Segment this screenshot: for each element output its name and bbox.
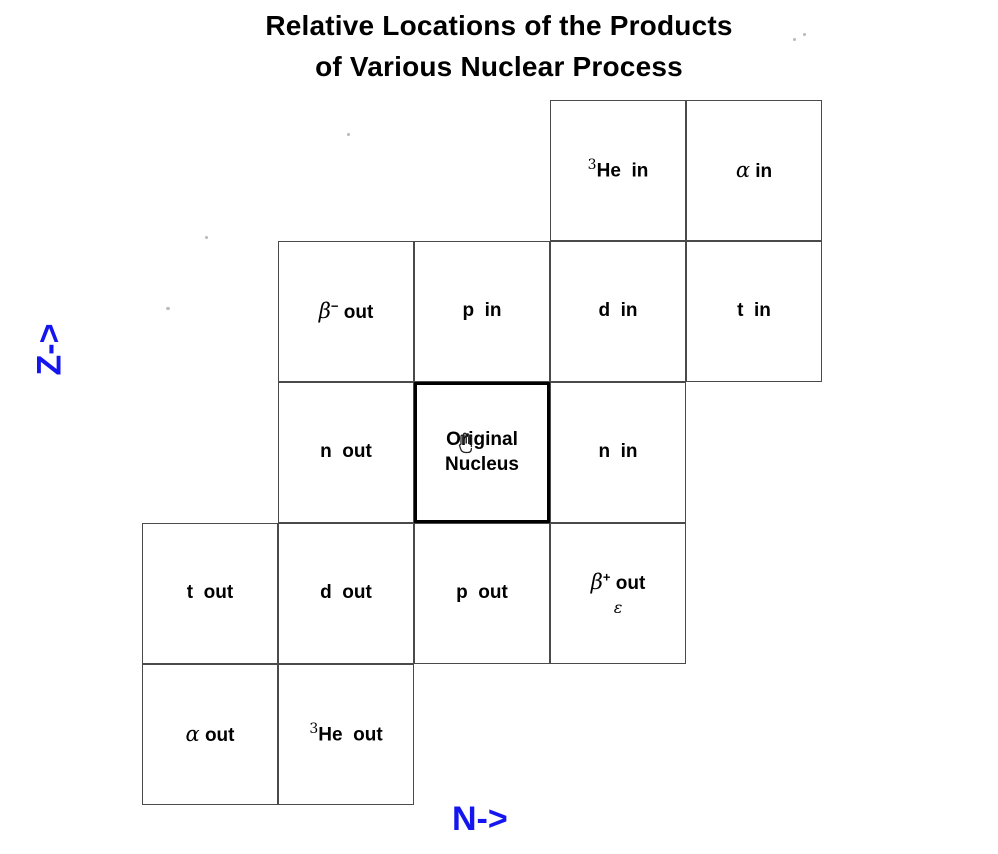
- grid-cell-label: Original Nucleus: [445, 429, 519, 475]
- grid-cell-n-out[interactable]: [278, 382, 414, 523]
- grid-cell-d-out[interactable]: [278, 523, 414, 664]
- grid-cell-beta-minus-out[interactable]: [278, 241, 414, 382]
- grid-cell-d-in[interactable]: [550, 241, 686, 382]
- grid-cell-label: n out: [320, 441, 372, 463]
- grid-cell-p-in[interactable]: [414, 241, 550, 382]
- grid-cell-label: β+ out ε: [590, 569, 646, 617]
- grid-cell-alpha-out[interactable]: [142, 664, 278, 805]
- title-line-2: of Various Nuclear Process: [315, 50, 683, 82]
- n-axis-label: N->: [452, 800, 508, 838]
- grid-cell-t-out[interactable]: [142, 523, 278, 664]
- grid-cell-label: $^3$He in: [587, 157, 649, 182]
- page-title: [0, 6, 998, 87]
- grid-cell-label: p out: [456, 582, 508, 604]
- grid-cell-alpha-in[interactable]: [686, 100, 822, 241]
- grid-cell-label: d out: [320, 582, 372, 604]
- title-line-1: Relative Locations of the Products: [265, 10, 733, 41]
- grid-cell-label: p in: [462, 300, 502, 322]
- grid-cell-p-out[interactable]: [414, 523, 550, 664]
- scan-speck: [793, 38, 796, 41]
- grid-cell-t-in[interactable]: [686, 241, 822, 382]
- grid-cell-label: d in: [598, 300, 638, 322]
- grid-cell-he3-in[interactable]: [550, 100, 686, 241]
- grid-cell-label: t out: [186, 582, 234, 604]
- grid-cell-n-in[interactable]: [550, 382, 686, 523]
- grid-cell-original-nucleus[interactable]: [414, 382, 550, 523]
- grid-cell-label: $^3$He out: [309, 721, 383, 746]
- z-axis-label: Z->: [30, 323, 69, 376]
- scan-speck: [803, 33, 806, 36]
- nuclide-chart-grid: [142, 100, 824, 806]
- grid-cell-beta-plus-out[interactable]: [550, 523, 686, 664]
- grid-cell-label: β− out: [318, 298, 374, 323]
- grid-cell-label: t in: [737, 300, 771, 322]
- grid-cell-he3-out[interactable]: [278, 664, 414, 805]
- grid-cell-label: n in: [598, 441, 638, 463]
- grid-cell-label: α in: [735, 157, 773, 182]
- grid-cell-label: α out: [185, 721, 235, 746]
